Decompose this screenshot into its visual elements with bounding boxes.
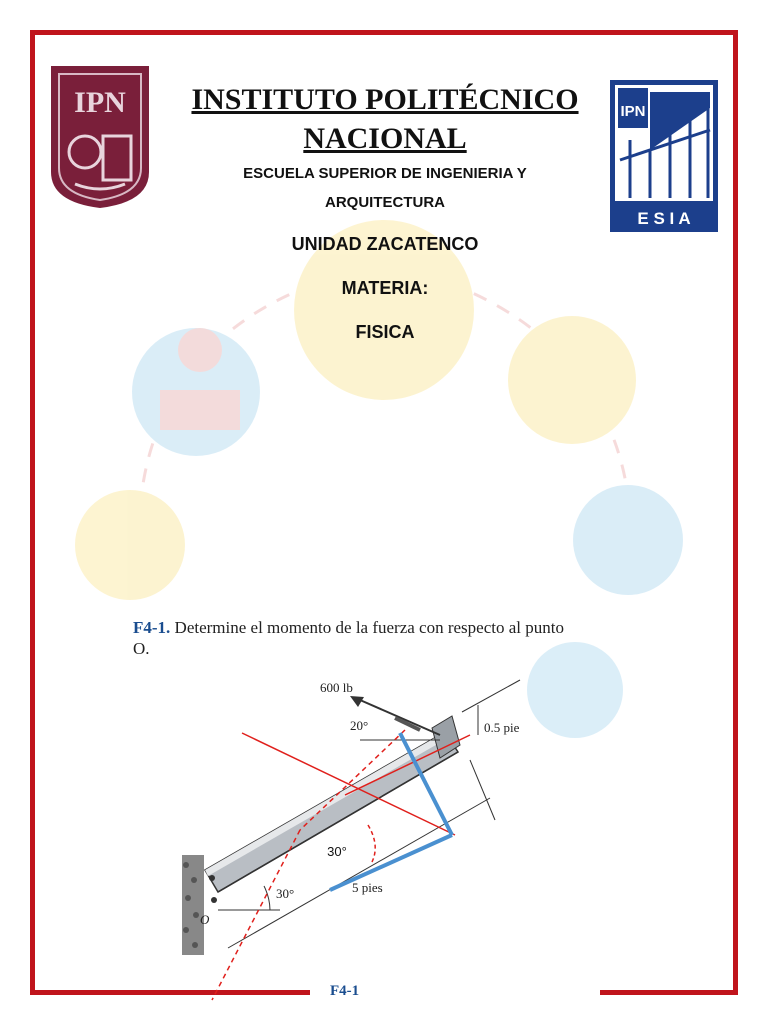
figure-caption: F4-1 — [330, 983, 360, 999]
school-name-line1: ESCUELA SUPERIOR DE INGENIERIA Y — [243, 165, 527, 182]
base-angle-label: 30° — [276, 886, 295, 901]
svg-text:IPN: IPN — [74, 86, 126, 119]
svg-text:IPN: IPN — [620, 103, 646, 120]
annotation-angle-label: 30° — [315, 840, 359, 864]
point-o-label: O — [200, 912, 210, 927]
problem-number: F4-1. — [133, 618, 171, 637]
school-name-line2: ARQUITECTURA — [325, 194, 445, 211]
length-label: 5 pies — [352, 880, 383, 895]
force-angle-label: 20° — [350, 718, 369, 733]
problem-text: Determine el momento de la fuerza con respecto al punto O. — [133, 618, 564, 658]
beam — [205, 732, 458, 892]
institution-title-line1: INSTITUTO POLITÉCNICO — [191, 83, 579, 116]
force-label: 600 lb — [320, 680, 353, 695]
subject-name: FISICA — [355, 322, 415, 342]
subject-label: MATERIA: — [341, 278, 429, 298]
institution-title-line2: NACIONAL — [303, 122, 467, 155]
svg-text:E S I A: E S I A — [637, 209, 691, 228]
unit-name: UNIDAD ZACATENCO — [291, 234, 479, 254]
wall-support — [182, 855, 204, 955]
offset-label: 0.5 pie — [484, 720, 520, 735]
